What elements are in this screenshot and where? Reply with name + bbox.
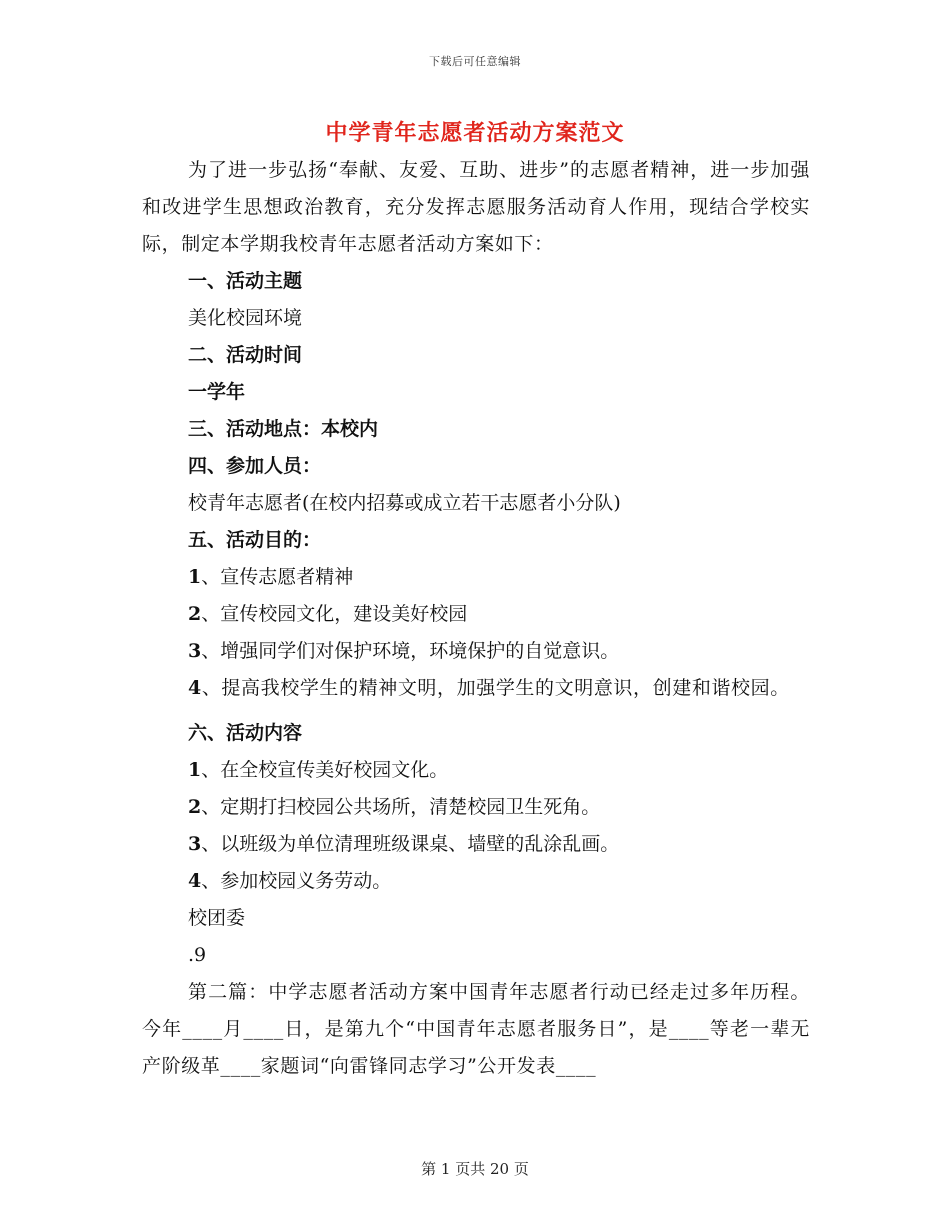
list-item-number: 1 xyxy=(188,759,202,781)
page-number-footer: 第 1 页共 20 页 xyxy=(421,1160,529,1178)
section-1-heading: 一、活动主题 xyxy=(188,270,303,292)
list-item xyxy=(142,826,810,863)
section-3-heading: 三、活动地点：本校内 xyxy=(188,418,379,440)
date-line: .9 xyxy=(188,944,207,966)
list-item-text: 、宣传校园文化，建设美好校园 xyxy=(201,603,468,625)
list-item-text: 、在全校宣传美好校园文化。 xyxy=(201,759,449,781)
list-item-text: 、以班级为单位清理班级课桌、墙壁的乱涂乱画。 xyxy=(201,833,620,855)
section-4-body: 校青年志愿者(在校内招募或成立若干志愿者小分队) xyxy=(188,492,621,514)
list-item xyxy=(142,633,810,670)
list-item xyxy=(142,670,810,707)
section-6-heading: 六、活动内容 xyxy=(188,722,303,744)
list-item-number: 4 xyxy=(188,677,202,699)
list-item xyxy=(142,789,810,826)
part-two-paragraph: 第二篇：中学志愿者活动方案中国青年志愿者行动已经走过多年历程。今年____月____日，是第九个“中国青年志愿者服务日”，是____等老一辈无产阶级革____家题词“向雷锋同志学习”公开发表____ xyxy=(142,981,810,1077)
list-item-number: 1 xyxy=(188,566,202,588)
section-2-heading: 二、活动时间 xyxy=(188,344,303,366)
list-item xyxy=(142,559,810,596)
list-item xyxy=(142,863,810,900)
signature: 校团委 xyxy=(188,907,246,929)
list-item-number: 4 xyxy=(188,870,202,892)
list-item-text: 、提高我校学生的精神文明，加强学生的文明意识，创建和谐校园。 xyxy=(201,677,790,699)
list-item-text: 、增强同学们对保护环境，环境保护的自觉意识。 xyxy=(201,640,620,662)
list-item-number: 2 xyxy=(188,603,202,625)
section-4-heading: 四、参加人员： xyxy=(188,455,322,477)
section-1-body: 美化校园环境 xyxy=(188,307,303,329)
list-item-number: 2 xyxy=(188,796,202,818)
section-2-body: 一学年 xyxy=(188,381,246,403)
list-item-number: 3 xyxy=(188,640,202,662)
list-item-text: 、宣传志愿者精神 xyxy=(201,566,354,588)
document-title: 中学青年志愿者活动方案范文 xyxy=(325,120,625,146)
list-item-text: 、参加校园义务劳动。 xyxy=(201,870,392,892)
list-item xyxy=(142,752,810,789)
list-item-number: 3 xyxy=(188,833,202,855)
list-item xyxy=(142,596,810,633)
list-item-text: 、定期打扫校园公共场所，清楚校园卫生死角。 xyxy=(201,796,601,818)
section-5-heading: 五、活动目的： xyxy=(188,529,322,551)
intro-paragraph: 为了进一步弘扬“奉献、友爱、互助、进步”的志愿者精神，进一步加强和改进学生思想政治教育，充分发挥志愿服务活动育人作用，现结合学校实际，制定本学期我校青年志愿者活动方案如下： xyxy=(142,159,810,255)
document-body xyxy=(142,152,810,1085)
page-header-note: 下载后可任意编辑 xyxy=(429,55,521,68)
